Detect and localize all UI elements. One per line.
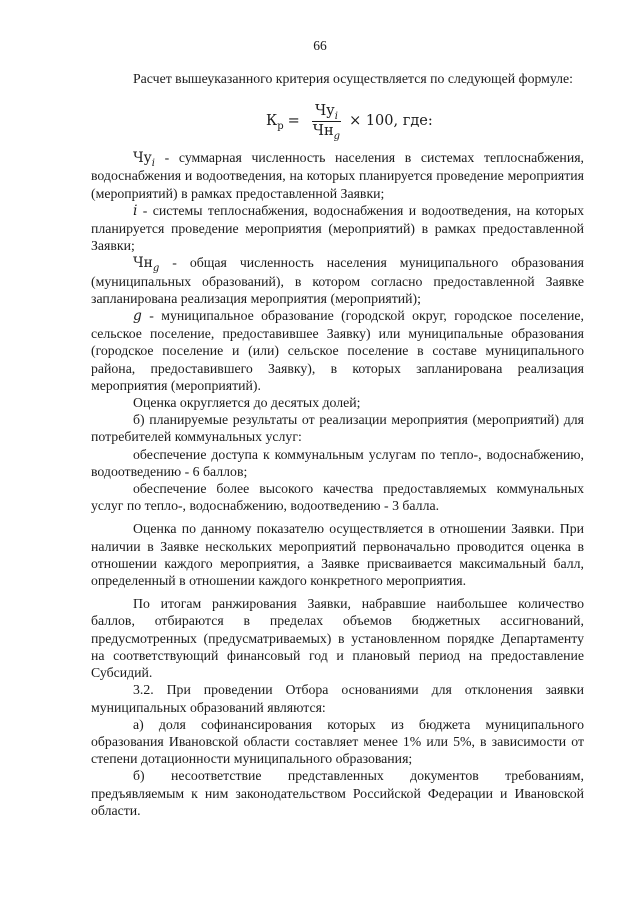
page-number: 66 — [313, 38, 327, 53]
formula-denominator: $Чн_g$ — [312, 122, 341, 142]
definition-item: $Чу_i$ - суммарная численность населения в системах теплоснабжения, водоснабжения и водоотведения, на которых планируется проведение мероприятия (мероприятий) в рамках предоставленной Заявки; — [91, 150, 584, 201]
paragraph-3-2: 3.2. При проведении Отбора основаниями для отклонения заявки муниципальных образований являются: — [91, 682, 584, 715]
paragraph-ranking: По итогам ранжирования Заявки, набравшие наибольшее количество баллов, отбираются в пределах объемов бюджетных ассигнований, предусмотренных (предусматриваемых) в установленном порядке Департаменту на соответствующий финансовый год и плановый период на предоставление Субсидий. — [91, 596, 584, 681]
intro-paragraph: Расчет вышеуказанного критерия осуществляется по следующей формуле: — [133, 71, 574, 86]
paragraph-quality-3: обеспечение более высокого качества предоставляемых коммунальных услуг по тепло-, водоснабжению, водоотведению - 3 балла. — [91, 481, 584, 514]
document-body — [91, 70, 584, 819]
paragraph-assessment: Оценка по данному показателю осуществляется в отношении Заявки. При наличии в Заявке нескольких мероприятий первоначально проводится оценка в отношении каждого мероприятия, а Заявке присваивается максимальный балл, определенный в отношении каждого конкретного мероприятия. — [91, 521, 584, 589]
definition-item: g - муниципальное образование (городской округ, городское поселение, сельское поселение, предоставившее Заявку) или муниципальные образования (городское поселение и (или) сельское поселение в составе муниципального района, предоставившего Заявку), в которых запланирована реализация мероприятия (мероприятий). — [91, 308, 584, 393]
formula-tail: × 100, где: — [349, 112, 433, 129]
paragraph-results: б) планируемые результаты от реализации мероприятия (мероприятий) для потребителей коммунальных услуг: — [91, 412, 584, 445]
paragraph-access-6: обеспечение доступа к коммунальным услугам по тепло-, водоснабжению, водоотведению - 6 баллов; — [91, 446, 584, 479]
formula-equals: = — [287, 112, 300, 129]
paragraph-rounding: Оценка округляется до десятых долей; — [133, 395, 361, 411]
formula-numerator: $Чу_i$ — [312, 103, 341, 122]
criterion-formula — [266, 99, 584, 143]
paragraph-reject-b: б) несоответствие представленных документов требованиям, предъявляемым к ним законодательством Российской Федерации и Ивановской области. — [91, 768, 584, 818]
formula-fraction — [310, 103, 343, 140]
definition-item: $Чн_g$ - общая численность населения муниципального образования (муниципальных образований), в котором согласно предоставленной Заявке запланирована реализация мероприятия (мероприятий); — [91, 255, 584, 306]
paragraph-reject-a: а) доля софинансирования которых из бюджета муниципального образования Ивановской области составляет менее 1% или 5%, в зависимости от степени дотационности муниципального образования; — [91, 716, 584, 767]
definition-item: i - системы теплоснабжения, водоснабжения и водоотведения, на которых планируется проведение мероприятия (мероприятий) в рамках предоставленной Заявки; — [91, 202, 584, 254]
formula-lhs: $К_р$ — [266, 112, 284, 132]
